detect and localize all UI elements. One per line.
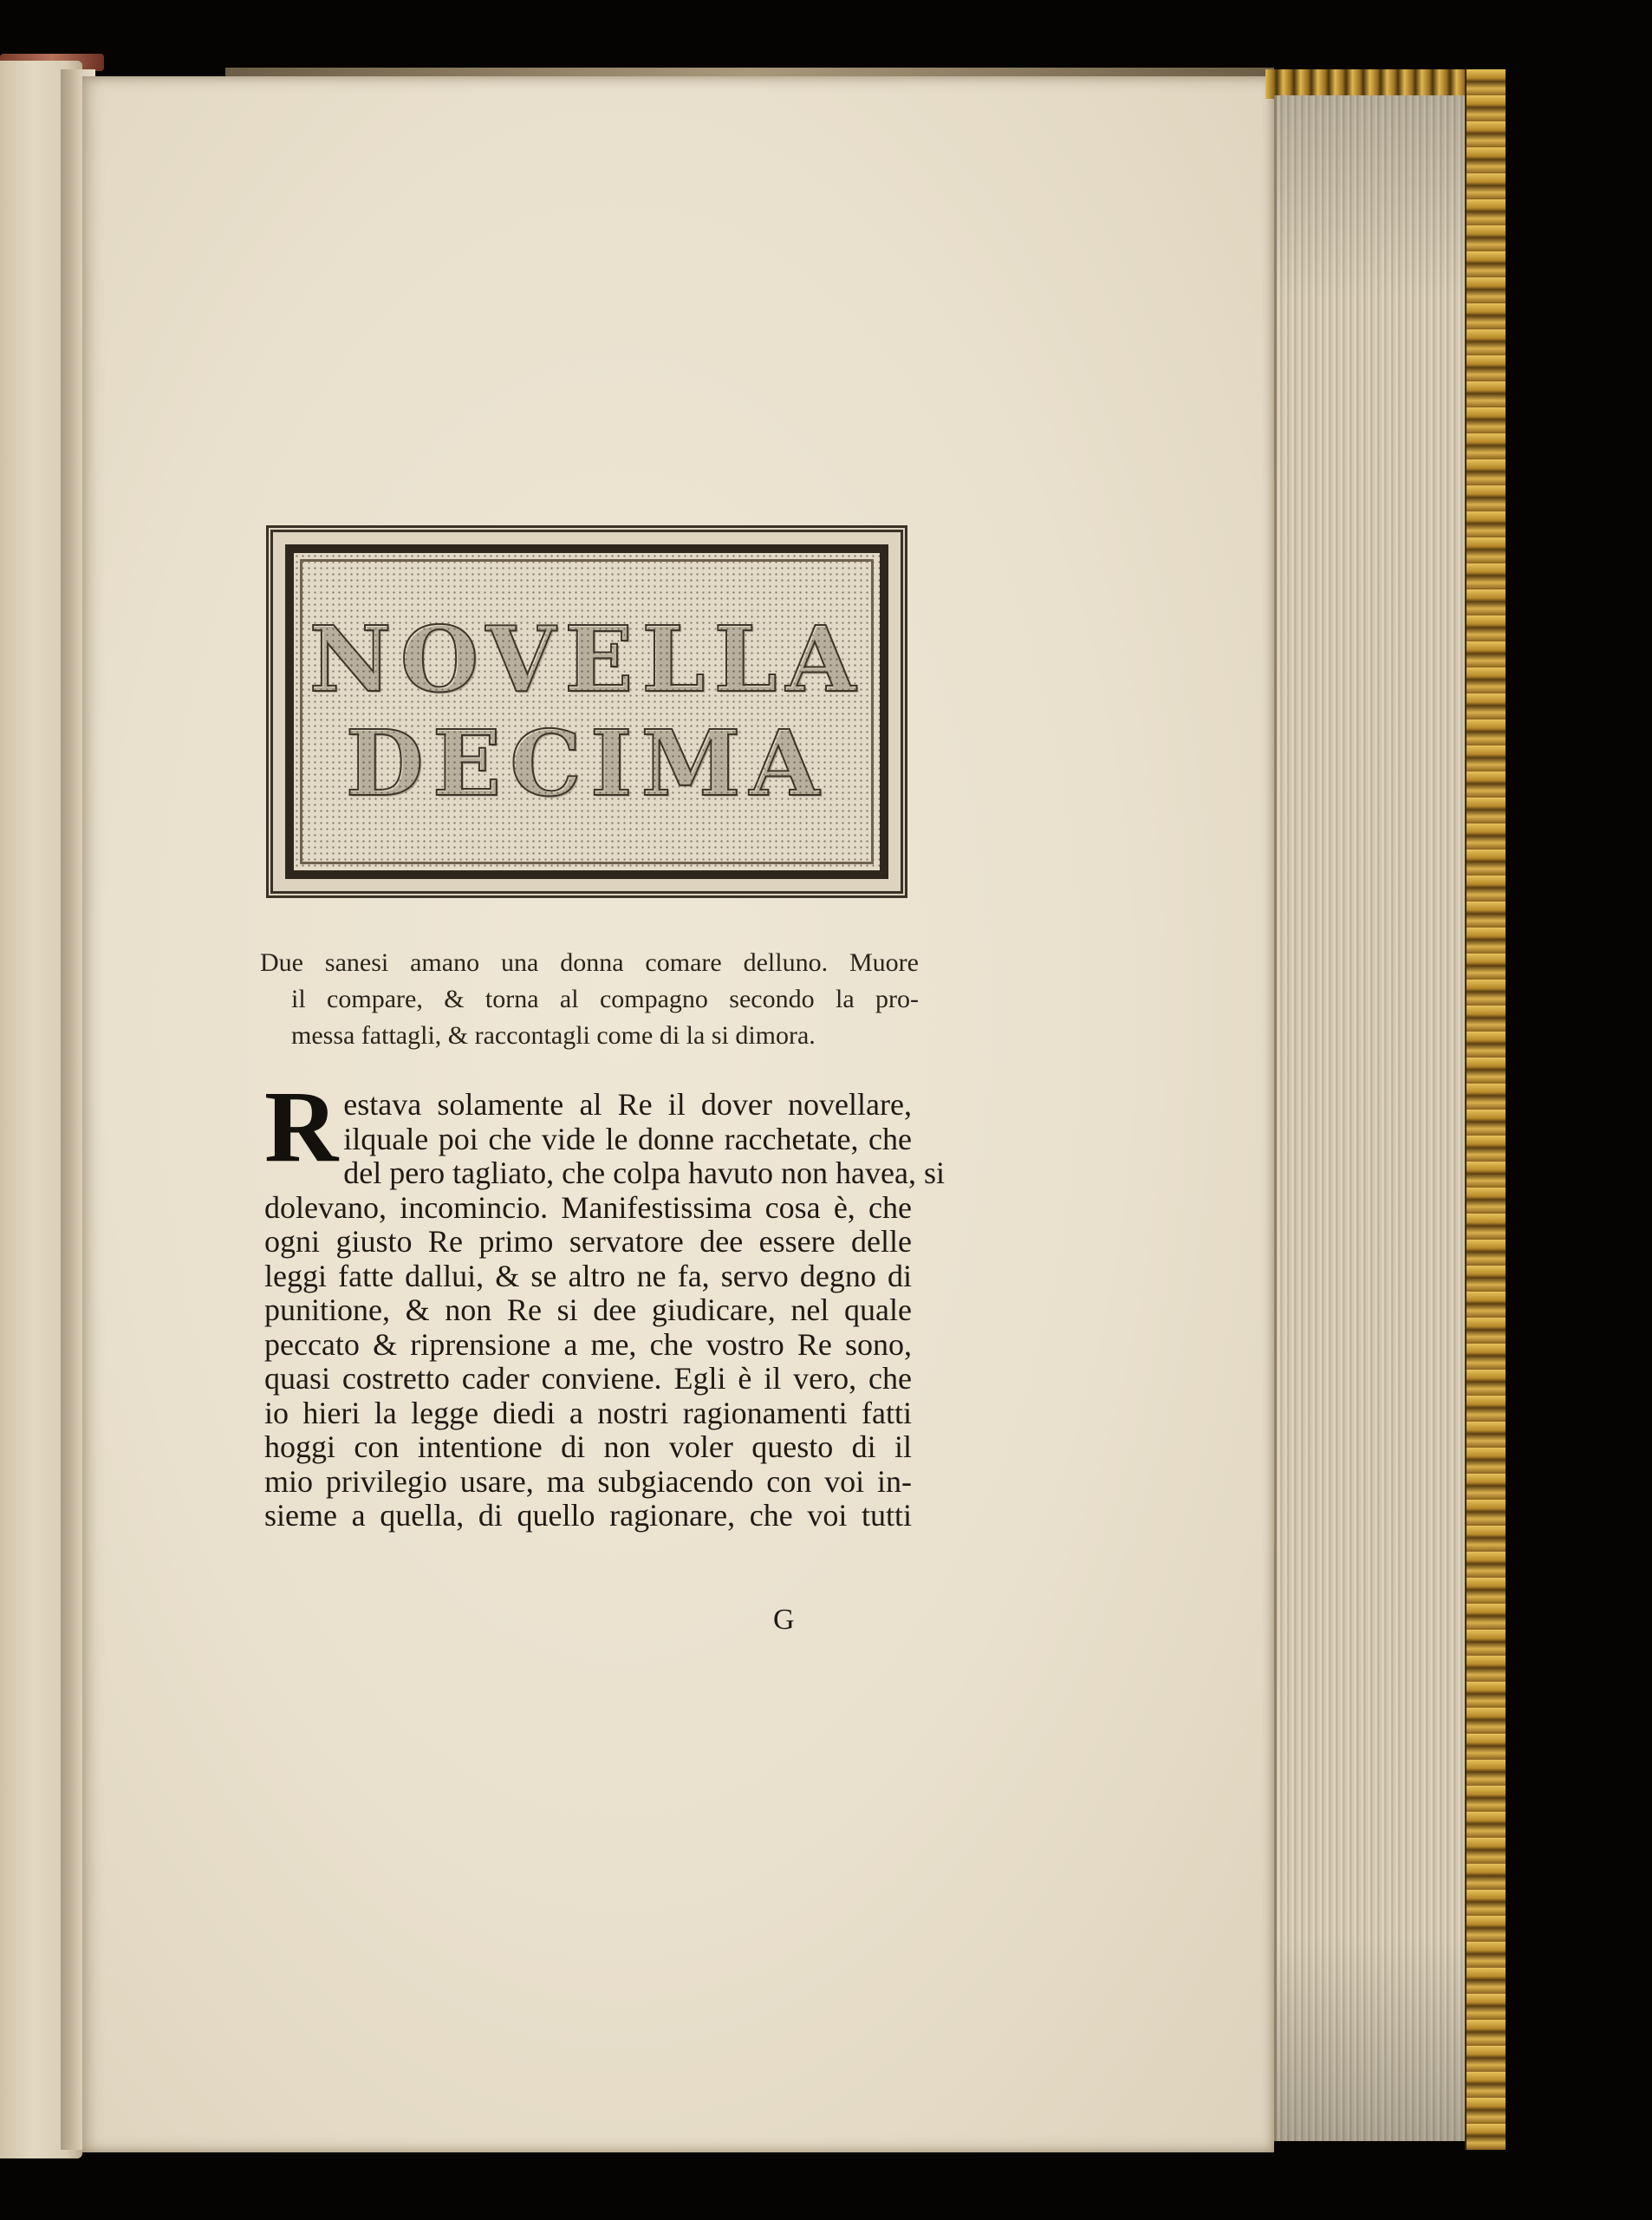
body-line: quasi costretto cader conviene. Egli è il vero, che: [264, 1361, 912, 1396]
argument-line: messa fattagli, & raccontagli come di la si dimora.: [291, 1021, 816, 1050]
body-line: sieme a quella, di quello ragionare, che voi tutti: [264, 1498, 912, 1533]
argument-line: il compare, & torna al compagno secondo la pro-: [291, 985, 919, 1013]
body-text: [264, 1070, 945, 1533]
body-line: mio privilegio usare, ma subgiacendo con voi in-: [264, 1463, 912, 1499]
body-line: estava solamente al Re il dover novellare,: [343, 1087, 912, 1122]
title-cartouche: [266, 525, 907, 898]
body-line: punitione, & non Re si dee giudicare, nel quale: [264, 1292, 912, 1327]
title-line-2: DECIMA: [345, 710, 829, 817]
argument-line: Due sanesi amano una donna comare delluno. Muore: [260, 948, 919, 977]
chapter-argument: [260, 945, 919, 1054]
body-line: hoggi con intentione di non voler questo di il: [264, 1429, 912, 1464]
page-edges-stack: [1274, 95, 1467, 2141]
page-top-edge: [225, 68, 1274, 76]
drop-cap: R: [264, 1070, 339, 1183]
catchword: G: [773, 1604, 795, 1636]
body-line: del pero tagliato, che colpa havuto non havea, si: [343, 1156, 945, 1190]
cartouche-frame: [285, 544, 888, 879]
body-line: peccato & riprensione a me, che vostro Re sono,: [264, 1326, 912, 1362]
gilt-fore-edge: [1465, 69, 1506, 2150]
title-line-1: NOVELLA: [309, 606, 865, 713]
body-line: ilquale poi che vide le donne racchetate, che: [343, 1121, 912, 1156]
body-line: ogni giusto Re primo servatore dee essere delle: [264, 1224, 912, 1259]
body-line: dolevano, incomincio. Manifestissima cosa è, che: [264, 1189, 912, 1225]
body-line: io hieri la legge diedi a nostri ragionamenti fatti: [264, 1395, 912, 1430]
body-line: leggi fatte dallui, & se altro ne fa, servo degno di: [264, 1258, 912, 1293]
